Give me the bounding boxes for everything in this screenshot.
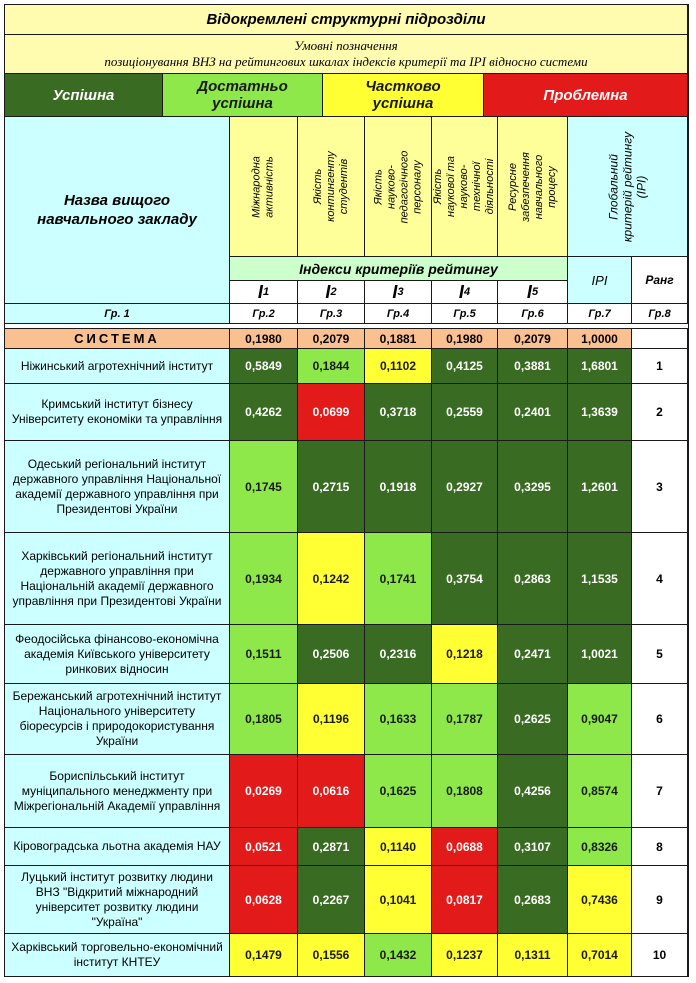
index-1-value: 0,1934 xyxy=(230,533,298,625)
index-3-value: 0,1041 xyxy=(365,866,432,934)
index-1-value: 0,1511 xyxy=(230,625,298,684)
system-value-1: 0,1980 xyxy=(230,329,298,349)
index-1-value: 0,5849 xyxy=(230,349,298,384)
index-3-value: 0,1633 xyxy=(365,684,432,755)
index-2-value: 0,2267 xyxy=(298,866,365,934)
system-value-ipri: 1,0000 xyxy=(568,329,632,349)
index-5-value: 0,4256 xyxy=(498,755,568,828)
index-4-value: 0,2559 xyxy=(432,384,498,441)
rank-value: 2 xyxy=(632,384,688,441)
rank-value: 10 xyxy=(632,934,688,977)
index-5-value: 0,2471 xyxy=(498,625,568,684)
index-3-value: 0,3718 xyxy=(365,384,432,441)
system-value-4: 0,1980 xyxy=(432,329,498,349)
ipri-value: 0,8574 xyxy=(568,755,632,828)
ipri-description-label: Глобальний критерій рейтингу (ІРІ) xyxy=(606,131,649,242)
institution-name: Луцький інститут розвитку людини ВНЗ "Відкритий міжнародний університет розвитку людини "Україна" xyxy=(5,866,230,934)
index-3-value: 0,1741 xyxy=(365,533,432,625)
ipri-value: 1,3639 xyxy=(568,384,632,441)
rank-value: 4 xyxy=(632,533,688,625)
criterion-3-label: Якість науково-педагогічного персоналу xyxy=(372,150,423,223)
legend-line-2: позиціонування ВНЗ на рейтингових шкалах індексів критерії та ІРІ відносно системи xyxy=(104,54,588,69)
criterion-2-header xyxy=(298,117,365,257)
ipri-value: 0,9047 xyxy=(568,684,632,755)
group-5: Гр.5 xyxy=(432,304,498,324)
criterion-5-label: Ресурсне забезпечення навчального процесу xyxy=(506,151,558,222)
index-2-value: 0,1242 xyxy=(298,533,365,625)
system-value-2: 0,2079 xyxy=(298,329,365,349)
index-5-value: 0,3295 xyxy=(498,441,568,533)
index-5-value: 0,1311 xyxy=(498,934,568,977)
index-3-value: 0,2316 xyxy=(365,625,432,684)
index-5-value: 0,2625 xyxy=(498,684,568,755)
legend-caption xyxy=(5,35,688,74)
ipri-value: 1,0021 xyxy=(568,625,632,684)
index-4-value: 0,0817 xyxy=(432,866,498,934)
institution-name: Харківський торговельно-економічний інститут КНТЕУ xyxy=(5,934,230,977)
index-2-value: 0,0699 xyxy=(298,384,365,441)
criterion-1-label: Міжнародна активність xyxy=(250,155,276,218)
rank-value: 8 xyxy=(632,828,688,866)
index-2-value: 0,2506 xyxy=(298,625,365,684)
system-value-5: 0,2079 xyxy=(498,329,568,349)
institution-name: Бориспільський інститут муніципального менеджменту при Міжрегіональній Академії управління xyxy=(5,755,230,828)
indices-title: Індекси критеріїв рейтингу xyxy=(230,257,568,281)
rank-value: 6 xyxy=(632,684,688,755)
group-4: Гр.4 xyxy=(365,304,432,324)
index-4-value: 0,3754 xyxy=(432,533,498,625)
index-5-label xyxy=(498,281,568,304)
system-label: СИСТЕМА xyxy=(5,329,230,349)
group-3: Гр.3 xyxy=(298,304,365,324)
index-4-value: 0,0688 xyxy=(432,828,498,866)
institution-name: Бережанський агротехнічний інститут Національного університету біоресурсів і природокористування України xyxy=(5,684,230,755)
index-1-value: 0,0269 xyxy=(230,755,298,828)
criterion-5-header xyxy=(498,117,568,257)
index-3-value: 0,1918 xyxy=(365,441,432,533)
index-letter: I xyxy=(257,281,263,302)
institution-name: Кримський інститут бізнесу Університету економіки та управління xyxy=(5,384,230,441)
index-2-value: 0,1196 xyxy=(298,684,365,755)
criterion-3-header xyxy=(365,117,432,257)
index-5-value: 0,2401 xyxy=(498,384,568,441)
index-3-value: 0,1140 xyxy=(365,828,432,866)
criterion-2-label: Якість контингенту студентів xyxy=(311,151,350,222)
ipri-value: 1,2601 xyxy=(568,441,632,533)
index-1-value: 0,4262 xyxy=(230,384,298,441)
table-title: Відокремлені структурні підрозділи xyxy=(5,5,688,35)
group-1: Гр. 1 xyxy=(5,304,230,324)
index-2-value: 0,2871 xyxy=(298,828,365,866)
index-1-value: 0,1745 xyxy=(230,441,298,533)
rank-value: 7 xyxy=(632,755,688,828)
criterion-1-header xyxy=(230,117,298,257)
index-4-label xyxy=(432,281,498,304)
index-1-value: 0,0628 xyxy=(230,866,298,934)
institution-name: Харківський регіональний інститут державного управління при Національній академії державного управління при Президентові України xyxy=(5,533,230,625)
index-2-value: 0,1556 xyxy=(298,934,365,977)
rank-value: 5 xyxy=(632,625,688,684)
index-1-label xyxy=(230,281,298,304)
index-sub: 1 xyxy=(262,286,270,298)
institution-name: Одеський регіональний інститут державного управління Національної академії державного управління при Президентові України xyxy=(5,441,230,533)
index-4-value: 0,1218 xyxy=(432,625,498,684)
index-2-value: 0,2715 xyxy=(298,441,365,533)
index-letter: I xyxy=(526,281,532,302)
ipri-description-header xyxy=(568,117,688,257)
ipri-value: 0,7014 xyxy=(568,934,632,977)
index-3-value: 0,1625 xyxy=(365,755,432,828)
index-4-value: 0,1808 xyxy=(432,755,498,828)
index-1-value: 0,0521 xyxy=(230,828,298,866)
index-sub: 3 xyxy=(397,286,404,298)
index-4-value: 0,2927 xyxy=(432,441,498,533)
index-1-value: 0,1479 xyxy=(230,934,298,977)
index-4-value: 0,1237 xyxy=(432,934,498,977)
index-1-value: 0,1805 xyxy=(230,684,298,755)
index-sub: 5 xyxy=(531,286,539,298)
group-6: Гр.6 xyxy=(498,304,568,324)
index-5-value: 0,2683 xyxy=(498,866,568,934)
rank-header: Ранг xyxy=(632,257,688,304)
ipri-value: 1,6801 xyxy=(568,349,632,384)
index-5-value: 0,2863 xyxy=(498,533,568,625)
rank-value: 9 xyxy=(632,866,688,934)
index-4-value: 0,4125 xyxy=(432,349,498,384)
index-3-label xyxy=(365,281,432,304)
ipri-value: 0,7436 xyxy=(568,866,632,934)
institution-name: Ніжинський агротехнічний інститут xyxy=(5,349,230,384)
legend-partially-successful: Частково успішна xyxy=(323,74,484,117)
index-letter: I xyxy=(392,281,398,302)
index-3-value: 0,1102 xyxy=(365,349,432,384)
rank-value: 3 xyxy=(632,441,688,533)
criterion-4-header xyxy=(432,117,498,257)
institution-name: Феодосійська фінансово-економічна академія Київського університету ринкових відносин xyxy=(5,625,230,684)
ipri-value: 0,8326 xyxy=(568,828,632,866)
index-letter: I xyxy=(325,281,331,302)
index-letter: I xyxy=(458,281,464,302)
index-2-value: 0,1844 xyxy=(298,349,365,384)
index-5-value: 0,3107 xyxy=(498,828,568,866)
system-value-3: 0,1881 xyxy=(365,329,432,349)
rank-value: 1 xyxy=(632,349,688,384)
index-4-value: 0,1787 xyxy=(432,684,498,755)
group-8: Гр.8 xyxy=(632,304,688,324)
ipri-header: ІРІ xyxy=(568,257,632,304)
institution-name: Кіровоградська льотна академія НАУ xyxy=(5,828,230,866)
ipri-value: 1,1535 xyxy=(568,533,632,625)
legend-sufficiently-successful: Достатньо успішна xyxy=(163,74,323,117)
group-2: Гр.2 xyxy=(230,304,298,324)
index-2-value: 0,0616 xyxy=(298,755,365,828)
index-sub: 4 xyxy=(463,286,471,298)
legend-problematic: Проблемна xyxy=(484,74,688,117)
legend-line-1: Умовні позначення xyxy=(294,38,398,53)
index-2-label xyxy=(298,281,365,304)
index-sub: 2 xyxy=(330,286,337,298)
system-rank xyxy=(632,329,688,349)
criterion-4-label: Якість наукової та науково-технічної діяльності xyxy=(432,156,496,217)
index-3-value: 0,1432 xyxy=(365,934,432,977)
group-7: Гр.7 xyxy=(568,304,632,324)
legend-successful: Успішна xyxy=(5,74,163,117)
name-column-header: Назва вищого навчального закладу xyxy=(5,117,230,304)
index-5-value: 0,3881 xyxy=(498,349,568,384)
